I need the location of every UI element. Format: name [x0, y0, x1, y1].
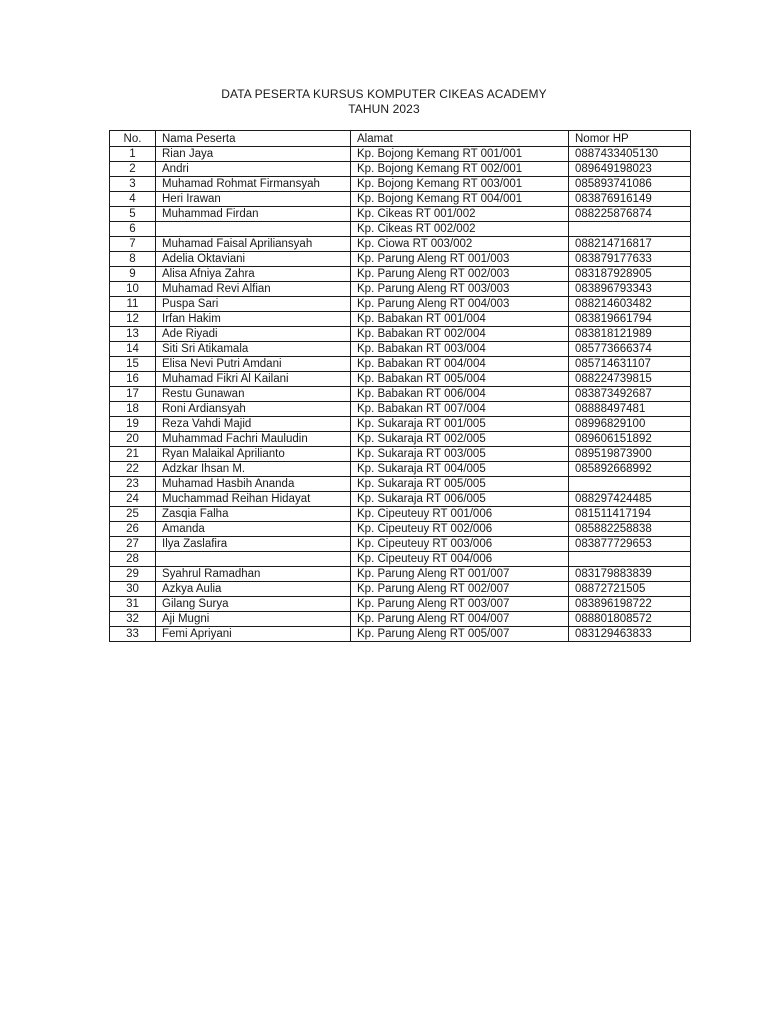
cell-no: 6	[110, 222, 156, 237]
cell-no: 12	[110, 312, 156, 327]
cell-address: Kp. Babakan RT 006/004	[351, 387, 569, 402]
cell-no: 24	[110, 492, 156, 507]
cell-no: 10	[110, 282, 156, 297]
cell-no: 8	[110, 252, 156, 267]
document-subtitle: TAHUN 2023	[348, 102, 420, 116]
header-name: Nama Peserta	[156, 131, 351, 147]
table-header-row	[110, 131, 691, 147]
cell-no: 3	[110, 177, 156, 192]
cell-name: Aji Mugni	[156, 612, 351, 627]
cell-address: Kp. Cipeuteuy RT 003/006	[351, 537, 569, 552]
cell-no: 4	[110, 192, 156, 207]
table-body	[110, 147, 691, 642]
table-row	[110, 177, 691, 192]
cell-phone: 083129463833	[569, 627, 691, 642]
cell-phone: 083896198722	[569, 597, 691, 612]
cell-name: Heri Irawan	[156, 192, 351, 207]
cell-name: Muhamad Fikri Al Kailani	[156, 372, 351, 387]
cell-name: Adelia Oktaviani	[156, 252, 351, 267]
table-row	[110, 537, 691, 552]
cell-no: 19	[110, 417, 156, 432]
cell-name: Zasqia Falha	[156, 507, 351, 522]
cell-phone: 089606151892	[569, 432, 691, 447]
cell-no: 29	[110, 567, 156, 582]
table-row	[110, 282, 691, 297]
cell-name: Gilang Surya	[156, 597, 351, 612]
cell-phone: 085892668992	[569, 462, 691, 477]
cell-address: Kp. Parung Aleng RT 004/007	[351, 612, 569, 627]
cell-address: Kp. Babakan RT 003/004	[351, 342, 569, 357]
cell-no: 33	[110, 627, 156, 642]
cell-name: Femi Apriyani	[156, 627, 351, 642]
table-row	[110, 357, 691, 372]
cell-address: Kp. Parung Aleng RT 002/007	[351, 582, 569, 597]
cell-address: Kp. Cipeuteuy RT 002/006	[351, 522, 569, 537]
table-row	[110, 372, 691, 387]
cell-phone: 089649198023	[569, 162, 691, 177]
cell-no: 9	[110, 267, 156, 282]
cell-phone: 083179883839	[569, 567, 691, 582]
cell-address: Kp. Parung Aleng RT 003/003	[351, 282, 569, 297]
cell-name: Muhamad Revi Alfian	[156, 282, 351, 297]
cell-no: 32	[110, 612, 156, 627]
table-row	[110, 567, 691, 582]
cell-name: Siti Sri Atikamala	[156, 342, 351, 357]
cell-name: Ryan Malaikal Aprilianto	[156, 447, 351, 462]
cell-name: Alisa Afniya Zahra	[156, 267, 351, 282]
cell-address: Kp. Cikeas RT 002/002	[351, 222, 569, 237]
cell-phone: 081511417194	[569, 507, 691, 522]
table-row	[110, 222, 691, 237]
cell-no: 22	[110, 462, 156, 477]
cell-no: 18	[110, 402, 156, 417]
cell-no: 21	[110, 447, 156, 462]
table-row	[110, 402, 691, 417]
cell-name: Muhamad Hasbih Ananda	[156, 477, 351, 492]
cell-address: Kp. Babakan RT 002/004	[351, 327, 569, 342]
cell-address: Kp. Parung Aleng RT 004/003	[351, 297, 569, 312]
cell-name: Muhamad Rohmat Firmansyah	[156, 177, 351, 192]
cell-no: 7	[110, 237, 156, 252]
table-row	[110, 342, 691, 357]
cell-name: Muhammad Fachri Mauludin	[156, 432, 351, 447]
cell-phone: 088801808572	[569, 612, 691, 627]
cell-phone: 088214716817	[569, 237, 691, 252]
cell-phone: 088225876874	[569, 207, 691, 222]
cell-address: Kp. Ciowa RT 003/002	[351, 237, 569, 252]
cell-no: 5	[110, 207, 156, 222]
cell-no: 30	[110, 582, 156, 597]
cell-phone: 085893741086	[569, 177, 691, 192]
cell-address: Kp. Babakan RT 005/004	[351, 372, 569, 387]
cell-phone: 088224739815	[569, 372, 691, 387]
table-row	[110, 192, 691, 207]
cell-phone: 088297424485	[569, 492, 691, 507]
cell-address: Kp. Bojong Kemang RT 001/001	[351, 147, 569, 162]
cell-phone: 083187928905	[569, 267, 691, 282]
cell-address: Kp. Sukaraja RT 004/005	[351, 462, 569, 477]
cell-name: Syahrul Ramadhan	[156, 567, 351, 582]
cell-phone: 083876916149	[569, 192, 691, 207]
cell-phone: 08888497481	[569, 402, 691, 417]
cell-address: Kp. Parung Aleng RT 005/007	[351, 627, 569, 642]
cell-no: 13	[110, 327, 156, 342]
table-row	[110, 147, 691, 162]
cell-name: Muhamad Faisal Apriliansyah	[156, 237, 351, 252]
cell-name: Amanda	[156, 522, 351, 537]
cell-name: Restu Gunawan	[156, 387, 351, 402]
cell-name: Reza Vahdi Majid	[156, 417, 351, 432]
cell-no: 31	[110, 597, 156, 612]
cell-phone	[569, 222, 691, 237]
cell-name: Andri	[156, 162, 351, 177]
cell-name: Adzkar Ihsan M.	[156, 462, 351, 477]
cell-address: Kp. Bojong Kemang RT 002/001	[351, 162, 569, 177]
table-row	[110, 267, 691, 282]
cell-address: Kp. Bojong Kemang RT 004/001	[351, 192, 569, 207]
cell-address: Kp. Babakan RT 004/004	[351, 357, 569, 372]
cell-no: 1	[110, 147, 156, 162]
cell-phone: 083818121989	[569, 327, 691, 342]
table-row	[110, 522, 691, 537]
table-row	[110, 162, 691, 177]
cell-address: Kp. Parung Aleng RT 001/007	[351, 567, 569, 582]
cell-address: Kp. Sukaraja RT 005/005	[351, 477, 569, 492]
table-row	[110, 417, 691, 432]
cell-name	[156, 552, 351, 567]
table-row	[110, 327, 691, 342]
table-row	[110, 477, 691, 492]
cell-name: Muhammad Firdan	[156, 207, 351, 222]
table-row	[110, 582, 691, 597]
header-phone: Nomor HP	[569, 131, 691, 147]
cell-address: Kp. Parung Aleng RT 001/003	[351, 252, 569, 267]
cell-address: Kp. Sukaraja RT 002/005	[351, 432, 569, 447]
cell-no: 26	[110, 522, 156, 537]
cell-name: Puspa Sari	[156, 297, 351, 312]
participant-table	[109, 130, 691, 642]
cell-phone: 085773666374	[569, 342, 691, 357]
table-row	[110, 432, 691, 447]
cell-name: Elisa Nevi Putri Amdani	[156, 357, 351, 372]
cell-phone: 083819661794	[569, 312, 691, 327]
cell-phone: 088214603482	[569, 297, 691, 312]
table-row	[110, 447, 691, 462]
table-row	[110, 597, 691, 612]
cell-phone: 08996829100	[569, 417, 691, 432]
cell-phone	[569, 477, 691, 492]
cell-address: Kp. Babakan RT 007/004	[351, 402, 569, 417]
cell-name: Rian Jaya	[156, 147, 351, 162]
cell-phone: 085882258838	[569, 522, 691, 537]
cell-address: Kp. Sukaraja RT 001/005	[351, 417, 569, 432]
cell-no: 2	[110, 162, 156, 177]
cell-no: 11	[110, 297, 156, 312]
header-no: No.	[110, 131, 156, 147]
cell-name: Muchammad Reihan Hidayat	[156, 492, 351, 507]
cell-address: Kp. Cipeuteuy RT 001/006	[351, 507, 569, 522]
table-row	[110, 312, 691, 327]
cell-phone: 083877729653	[569, 537, 691, 552]
cell-address: Kp. Cikeas RT 001/002	[351, 207, 569, 222]
cell-address: Kp. Bojong Kemang RT 003/001	[351, 177, 569, 192]
cell-no: 28	[110, 552, 156, 567]
cell-no: 15	[110, 357, 156, 372]
cell-phone: 08872721505	[569, 582, 691, 597]
document-header	[0, 87, 768, 117]
table-row	[110, 507, 691, 522]
cell-phone: 083896793343	[569, 282, 691, 297]
table-row	[110, 207, 691, 222]
header-address: Alamat	[351, 131, 569, 147]
cell-no: 20	[110, 432, 156, 447]
cell-name: Ilya Zaslafira	[156, 537, 351, 552]
cell-address: Kp. Parung Aleng RT 003/007	[351, 597, 569, 612]
table-row	[110, 552, 691, 567]
table-row	[110, 492, 691, 507]
cell-no: 17	[110, 387, 156, 402]
cell-phone: 083879177633	[569, 252, 691, 267]
cell-address: Kp. Cipeuteuy RT 004/006	[351, 552, 569, 567]
cell-name: Ade Riyadi	[156, 327, 351, 342]
cell-address: Kp. Parung Aleng RT 002/003	[351, 267, 569, 282]
table-row	[110, 237, 691, 252]
cell-name: Azkya Aulia	[156, 582, 351, 597]
cell-address: Kp. Sukaraja RT 006/005	[351, 492, 569, 507]
table-row	[110, 252, 691, 267]
cell-address: Kp. Sukaraja RT 003/005	[351, 447, 569, 462]
cell-no: 25	[110, 507, 156, 522]
cell-phone: 089519873900	[569, 447, 691, 462]
cell-no: 14	[110, 342, 156, 357]
table-row	[110, 612, 691, 627]
cell-phone	[569, 552, 691, 567]
document-title: DATA PESERTA KURSUS KOMPUTER CIKEAS ACADEMY	[221, 87, 547, 101]
table-row	[110, 387, 691, 402]
cell-name: Irfan Hakim	[156, 312, 351, 327]
cell-no: 23	[110, 477, 156, 492]
table-row	[110, 627, 691, 642]
table-row	[110, 462, 691, 477]
cell-no: 27	[110, 537, 156, 552]
cell-address: Kp. Babakan RT 001/004	[351, 312, 569, 327]
cell-name	[156, 222, 351, 237]
table-row	[110, 297, 691, 312]
cell-name: Roni Ardiansyah	[156, 402, 351, 417]
cell-phone: 083873492687	[569, 387, 691, 402]
cell-phone: 0887433405130	[569, 147, 691, 162]
cell-phone: 085714631107	[569, 357, 691, 372]
cell-no: 16	[110, 372, 156, 387]
